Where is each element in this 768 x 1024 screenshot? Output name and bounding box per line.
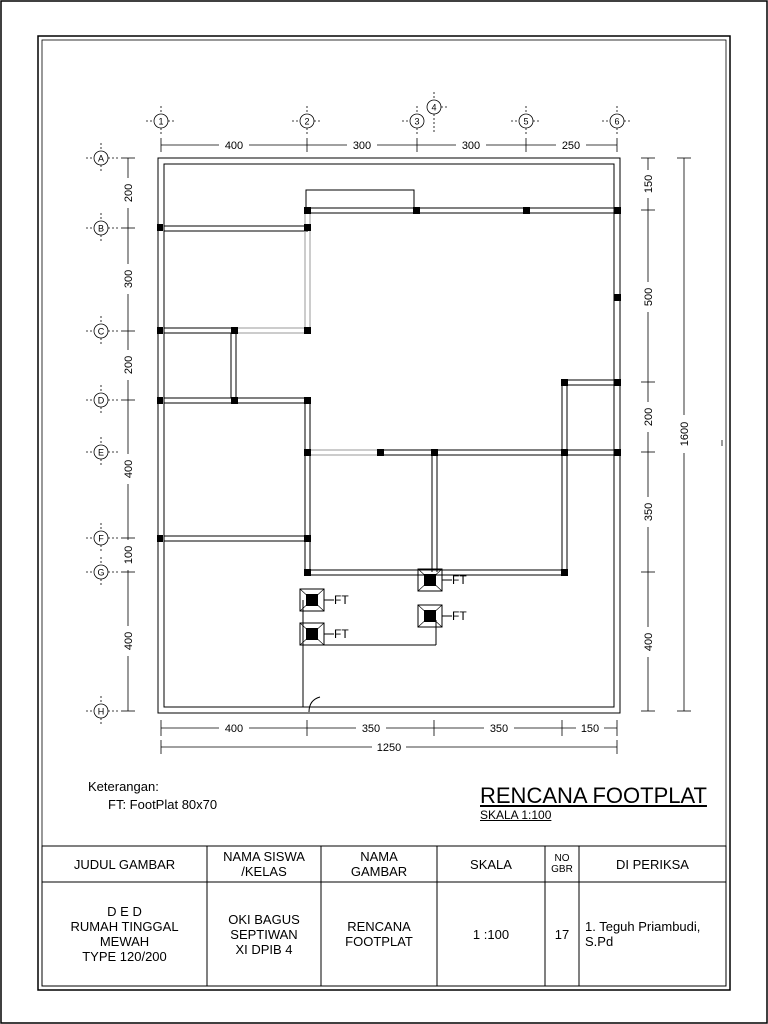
dimension-right-labels <box>641 170 691 657</box>
dimension-total: 1250 <box>376 742 402 754</box>
footplat-symbols <box>300 569 467 645</box>
dimension-label: 200 <box>123 183 135 203</box>
grid-bubble <box>511 106 541 134</box>
grid-bubble <box>292 106 322 134</box>
footplat-label: FT <box>452 573 467 587</box>
grid-label: A <box>97 153 105 164</box>
grid-bubble <box>86 437 118 467</box>
grid-label: E <box>97 447 105 458</box>
footplat-label: FT <box>334 593 349 607</box>
dimension-bottom-labels <box>219 721 604 754</box>
grid-label: G <box>97 567 105 578</box>
floor-plan <box>86 92 722 754</box>
header-skala: SKALA <box>470 856 512 872</box>
dimension-label: 400 <box>123 631 135 651</box>
dimension-label: 400 <box>224 140 244 152</box>
footplat-symbol <box>418 605 452 627</box>
dimension-label: 150 <box>580 723 600 735</box>
dimension-label: 300 <box>352 140 372 152</box>
notes-heading: Keterangan: <box>88 779 159 794</box>
grid-label: F <box>98 533 104 544</box>
notes <box>88 778 217 814</box>
dimension-label: 250 <box>561 140 581 152</box>
grid-bubble <box>86 523 118 553</box>
header-nama-siswa: NAMA SISWA /KELAS <box>223 849 305 879</box>
header-nama-gambar: NAMA GAMBAR <box>350 849 408 879</box>
header-judul-gambar: JUDUL GAMBAR <box>73 856 176 872</box>
dimension-label: 100 <box>123 545 135 565</box>
drawing-title-scale: SKALA 1:100 <box>480 808 552 822</box>
interior-walls <box>164 190 614 712</box>
grid-label: 5 <box>523 116 529 127</box>
notes-item: FT: FootPlat 80x70 <box>108 797 218 812</box>
grid-bubble <box>602 106 632 134</box>
dimension-label: 350 <box>361 723 381 735</box>
dimension-label: 300 <box>461 140 481 152</box>
grid-label: C <box>97 326 105 337</box>
value-judul-gambar: D E D RUMAH TINGGAL MEWAH TYPE 120/200 <box>70 904 179 964</box>
grid-bubble <box>427 92 449 134</box>
footplat-symbol <box>418 569 452 591</box>
header-di-periksa: DI PERIKSA <box>616 856 689 872</box>
grid-bubble <box>86 557 118 587</box>
grid-bubble <box>86 385 118 415</box>
grid-label: 4 <box>431 102 437 113</box>
header-no-gbr: NO GBR <box>551 853 573 875</box>
grid-label: 6 <box>614 116 620 127</box>
value-di-periksa: 1. Teguh Priambudi, S.Pd <box>585 919 701 949</box>
dimension-label: 300 <box>123 269 135 289</box>
value-nama-siswa: OKI BAGUS SEPTIWAN XI DPIB 4 <box>228 911 300 957</box>
dimension-label: 400 <box>643 632 655 652</box>
grid-bubble <box>402 106 424 134</box>
footplat-label: FT <box>334 627 349 641</box>
dimension-label: 500 <box>643 287 655 307</box>
drawing-title <box>480 783 707 821</box>
grid-label: H <box>97 706 105 717</box>
grid-bubble <box>86 316 118 346</box>
grid-label: D <box>97 395 105 406</box>
drawing-title-main: RENCANA FOOTPLAT <box>480 783 707 808</box>
outer-walls <box>158 158 620 713</box>
dimension-label: 200 <box>123 355 135 375</box>
footplat-symbol <box>300 623 334 645</box>
dimension-label: 400 <box>123 459 135 479</box>
grid-label: B <box>97 223 105 234</box>
dimension-label: 350 <box>643 502 655 522</box>
dimension-total: 1600 <box>679 421 691 447</box>
grid-column-bubbles <box>146 92 632 134</box>
grid-label: 2 <box>304 116 310 127</box>
column-posts <box>157 207 621 576</box>
grid-bubble <box>86 696 118 726</box>
dimension-label: 150 <box>643 174 655 194</box>
footplat-label: FT <box>452 609 467 623</box>
grid-row-bubbles <box>86 143 118 726</box>
dimension-label: 200 <box>643 407 655 427</box>
value-no-gbr: 17 <box>554 926 570 942</box>
footplat-symbol <box>300 589 334 611</box>
grid-bubble <box>86 143 118 173</box>
grid-label: 3 <box>414 116 420 127</box>
dimension-label: 350 <box>489 723 509 735</box>
value-skala: 1 :100 <box>472 926 510 942</box>
dimension-label: 400 <box>224 723 244 735</box>
grid-bubble <box>146 106 176 134</box>
grid-bubble <box>86 213 118 243</box>
inner-frame-line <box>42 40 726 986</box>
grid-label: 1 <box>158 116 164 127</box>
value-nama-gambar: RENCANA FOOTPLAT <box>345 919 413 949</box>
